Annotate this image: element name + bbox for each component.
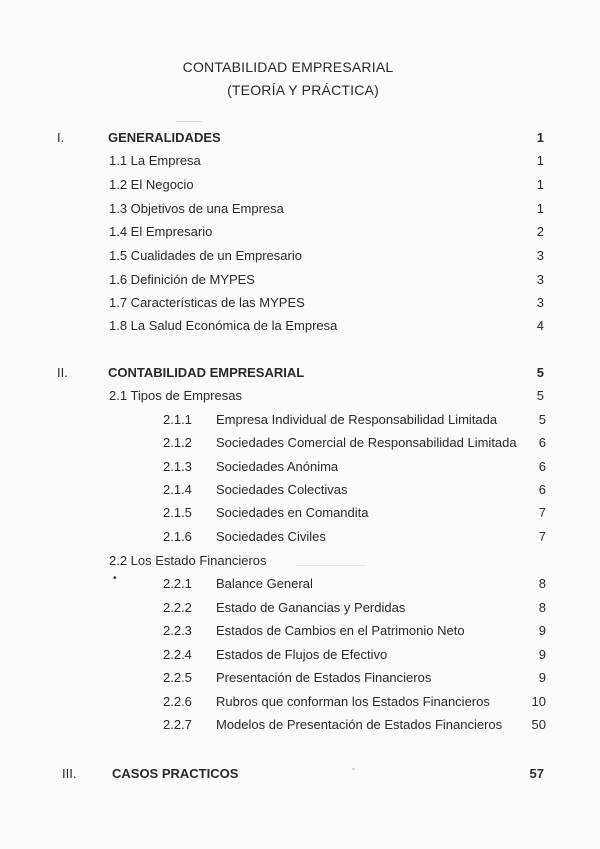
entry-number: 2.1.4 <box>163 482 192 497</box>
toc-entry <box>0 459 600 477</box>
entry-number: 2.2.7 <box>163 717 192 732</box>
entry-label: 1.3 Objetivos de una Empresa <box>109 201 284 216</box>
section-page: 57 <box>529 766 544 781</box>
entry-label: Empresa Individual de Responsabilidad Limitada <box>216 412 498 427</box>
toc-entry <box>0 670 600 688</box>
entry-page: 6 <box>538 459 546 474</box>
toc-entry <box>0 272 600 290</box>
entry-number: 2.1.6 <box>163 529 192 544</box>
toc-entry <box>0 529 600 547</box>
subsection-label: 2.1 Tipos de Empresas <box>109 388 242 403</box>
entry-number: 2.2.3 <box>163 623 192 638</box>
toc-entry <box>0 623 600 641</box>
entry-page: 1 <box>536 153 544 168</box>
entry-page: 7 <box>538 505 546 520</box>
toc-entry <box>0 201 600 219</box>
toc-entry <box>0 576 600 594</box>
entry-label: Balance General <box>216 576 313 591</box>
entry-page: 9 <box>538 670 546 685</box>
entry-number: 2.1.2 <box>163 435 192 450</box>
section-title: CASOS PRACTICOS <box>112 766 239 781</box>
entry-number: 2.2.4 <box>163 647 192 662</box>
entry-label: Presentación de Estados Financieros <box>216 670 432 685</box>
entry-page: 1 <box>536 177 544 192</box>
entry-label: Estado de Ganancias y Perdidas <box>216 600 406 615</box>
entry-label: Sociedades Civiles <box>216 529 326 544</box>
document-subtitle: (TEORÍA Y PRÁCTICA) <box>227 82 379 98</box>
entry-label: 1.2 El Negocio <box>109 177 194 192</box>
entry-label: Estados de Flujos de Efectivo <box>216 647 388 662</box>
toc-section-2 <box>0 365 600 383</box>
toc-entry <box>0 717 600 735</box>
toc-entry <box>0 647 600 665</box>
entry-page: 3 <box>536 248 544 263</box>
entry-label: 1.6 Definición de MYPES <box>109 272 255 287</box>
section-page: 5 <box>536 365 544 380</box>
entry-label: 1.8 La Salud Económica de la Empresa <box>109 318 338 333</box>
toc-entry <box>0 694 600 712</box>
entry-number: 2.2.6 <box>163 694 192 709</box>
toc-entry <box>0 248 600 266</box>
toc-section-3 <box>0 766 600 784</box>
entry-page: 8 <box>538 600 546 615</box>
entry-label: 1.5 Cualidades de un Empresario <box>109 248 302 263</box>
subsection-page: 5 <box>536 388 544 403</box>
entry-number: 2.2.5 <box>163 670 192 685</box>
subsection-label: 2.2 Los Estado Financieros <box>109 553 267 568</box>
entry-page: 3 <box>536 295 544 310</box>
entry-label: Sociedades Comercial de Responsabilidad Limitada <box>216 435 517 450</box>
entry-page: 1 <box>536 201 544 216</box>
entry-number: 2.1.3 <box>163 459 192 474</box>
entry-page: 7 <box>538 529 546 544</box>
toc-entry <box>0 295 600 313</box>
entry-label: Sociedades en Comandita <box>216 505 369 520</box>
entry-label: 1.7 Características de las MYPES <box>109 295 305 310</box>
toc-section-1 <box>0 130 600 148</box>
toc-entry <box>0 412 600 430</box>
toc-entry <box>0 505 600 523</box>
entry-number: 2.1.1 <box>163 412 192 427</box>
entry-page: 8 <box>538 576 546 591</box>
section-numeral: II. <box>57 365 68 380</box>
entry-page: 9 <box>538 623 546 638</box>
toc-entry <box>0 435 600 453</box>
entry-label: Sociedades Anónima <box>216 459 339 474</box>
entry-page: 6 <box>538 435 546 450</box>
entry-page: 9 <box>538 647 546 662</box>
section-page: 1 <box>536 130 544 145</box>
entry-page: 2 <box>536 224 544 239</box>
entry-page: 50 <box>531 717 546 732</box>
toc-entry <box>0 224 600 242</box>
toc-entry <box>0 177 600 195</box>
entry-label: 1.1 La Empresa <box>109 153 201 168</box>
toc-entry <box>0 600 600 618</box>
entry-number: 2.1.5 <box>163 505 192 520</box>
toc-entry <box>0 318 600 336</box>
toc-subsection <box>0 553 600 571</box>
document-title: CONTABILIDAD EMPRESARIAL <box>182 59 394 75</box>
entry-page: 6 <box>538 482 546 497</box>
entry-label: Modelos de Presentación de Estados Financieros <box>216 717 503 732</box>
entry-page: 5 <box>538 412 546 427</box>
section-title: GENERALIDADES <box>108 130 221 145</box>
entry-label: Estados de Cambios en el Patrimonio Neto <box>216 623 465 638</box>
entry-page: 4 <box>536 318 544 333</box>
entry-number: 2.2.2 <box>163 600 192 615</box>
section-numeral: I. <box>57 130 65 145</box>
entry-page: 3 <box>536 272 544 287</box>
section-title: CONTABILIDAD EMPRESARIAL <box>108 365 305 380</box>
entry-page: 10 <box>531 694 546 709</box>
entry-number: 2.2.1 <box>163 576 192 591</box>
toc-subsection <box>0 388 600 406</box>
toc-entry <box>0 153 600 171</box>
section-numeral: III. <box>62 766 77 781</box>
entry-label: 1.4 El Empresario <box>109 224 213 239</box>
scan-speck <box>176 121 202 122</box>
entry-label: Sociedades Colectivas <box>216 482 348 497</box>
toc-entry <box>0 482 600 500</box>
stray-bullet: • <box>113 573 117 584</box>
entry-label: Rubros que conforman los Estados Financieros <box>216 694 490 709</box>
